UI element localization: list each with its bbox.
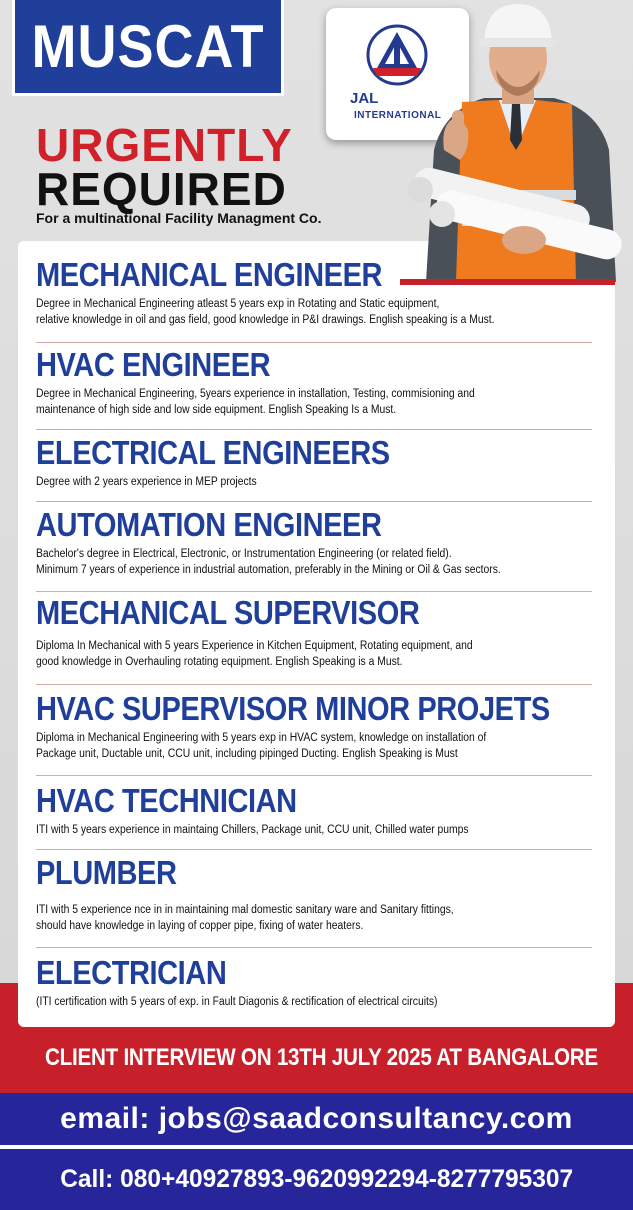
job-item <box>36 690 592 776</box>
job-item <box>36 256 592 343</box>
city-title: MUSCAT <box>31 12 265 81</box>
job-title: AUTOMATION ENGINEER <box>36 506 382 543</box>
logo-name: JAL <box>350 90 379 107</box>
job-description: Degree in Mechanical Engineering atleast 5 years exp in Rotating and Static equipment, relative knowledge in oil and gas field, good knowledge in P&I drawings. English speaking is a Must. <box>36 298 495 326</box>
job-description: Bachelor's degree in Electrical, Electronic, or Instrumentation Engineering (or related field). Minimum 7 years of experience in industrial automation, preferably in the Mining or Oil & Gas sectors. <box>36 548 501 576</box>
job-description: Diploma In Mechanical with 5 years Experience in Kitchen Equipment, Rotating equipment, and good knowledge in Overhauling rotating equipment. English Speaking is a Must. <box>36 640 473 668</box>
job-item <box>36 782 592 850</box>
job-title: HVAC TECHNICIAN <box>36 782 297 819</box>
job-item <box>36 954 592 1024</box>
job-description: ITI with 5 years experience in maintaing Chillers, Package unit, CCU unit, Chilled water pumps <box>36 824 469 836</box>
job-item <box>36 594 592 685</box>
phone-bar <box>0 1149 633 1210</box>
job-item <box>36 854 592 948</box>
email-text[interactable]: email: jobs@saadconsultancy.com <box>60 1102 573 1135</box>
interview-notice: CLIENT INTERVIEW ON 13TH JULY 2025 AT BANGALORE <box>45 1044 598 1071</box>
job-title: MECHANICAL ENGINEER <box>36 256 383 293</box>
job-description: (ITI certification with 5 years of exp. in Fault Diagonis & rectification of electrical circuits) <box>36 996 438 1008</box>
job-title: ELECTRICIAN <box>36 954 227 991</box>
job-description: Degree in Mechanical Engineering, 5years experience in installation, Testing, commisioning and maintenance of high side and low side equipment. English Speaking Is a Must. <box>36 388 475 416</box>
email-bar <box>0 1093 633 1145</box>
job-item <box>36 346 592 430</box>
job-item <box>36 434 592 502</box>
job-description: ITI with 5 experience nce in in maintaining mal domestic sanitary ware and Sanitary fittings, should have knowledge in laying of copper pipe, fixing of water heaters. <box>36 904 454 932</box>
job-title: HVAC ENGINEER <box>36 346 271 383</box>
job-title: ELECTRICAL ENGINEERS <box>36 434 390 471</box>
company-subtitle: For a multinational Facility Managment Co. <box>36 210 322 226</box>
job-item <box>36 506 592 592</box>
logo-subtitle: INTERNATIONAL <box>354 110 442 121</box>
city-badge <box>12 0 284 96</box>
job-title: PLUMBER <box>36 854 177 891</box>
headline-urgently: URGENTLY <box>36 119 293 171</box>
job-title: MECHANICAL SUPERVISOR <box>36 594 420 631</box>
job-description: Diploma in Mechanical Engineering with 5 years exp in HVAC system, knowledge on installation of Package unit, Ductable unit, CCU unit, including pipinged Ducting. English Speaking is Must <box>36 732 487 760</box>
job-title: HVAC SUPERVISOR MINOR PROJETS <box>36 690 550 727</box>
headline-required: REQUIRED <box>36 163 287 215</box>
engineer-illustration <box>404 0 633 282</box>
job-description: Degree with 2 years experience in MEP projects <box>36 476 257 488</box>
phone-text[interactable]: Call: 080+40927893-9620992294-8277795307 <box>60 1165 573 1193</box>
